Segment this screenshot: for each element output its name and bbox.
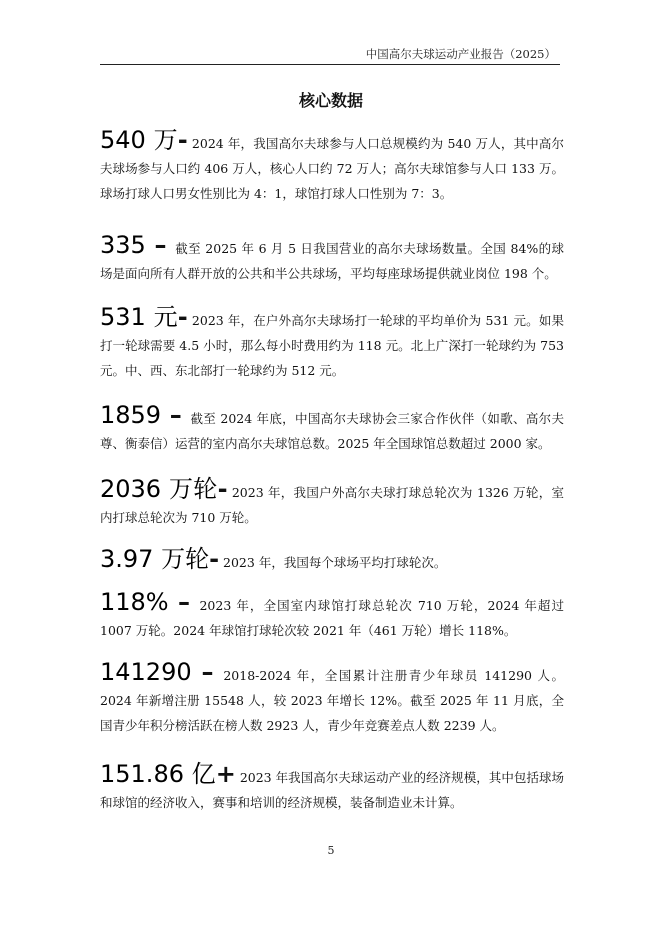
item-number: 151.86 亿 [100,760,216,788]
item-text: 2023 年我国高尔夫球运动产业的经济规模，其中包括球场和球馆的经济收入，赛事和培训的经济规模，装备制造业未计算。 [100,770,564,810]
data-item-courses [100,233,564,286]
page-number: 5 [327,844,335,857]
item-number: 540 万 [100,126,178,154]
item-number: 531 元 [100,303,178,331]
item-separator: + [215,760,236,788]
item-number: 1859 [100,401,162,429]
page-title: 核心数据 [298,91,363,110]
item-number: 3.97 万轮 [100,545,210,573]
item-separator: - [217,475,228,503]
item-text: 2018-2024 年，全国累计注册青少年球员 141290 人。2024 年新增注册 15548 人，较 2023 年增长 12%。截至 2025 年 11 月底，全国青少年积分榜活跃在榜人数 2923 人，青少年竞赛差点人数 2239 人。 [100,668,564,733]
data-item-price [100,305,564,383]
running-header [100,44,560,65]
data-item-indoor-venues [100,403,564,456]
item-text: 2023 年，我国每个球场平均打球轮次。 [223,555,447,570]
data-item-participants [100,128,564,206]
data-item-junior-players [100,660,564,738]
item-number: 118% [100,588,169,616]
item-separator: – [168,588,200,616]
data-item-total-rounds [100,477,564,530]
item-text: 2023 年，全国室内球馆打球总轮次 710 万轮，2024 年超过 1007 万轮。2024 年球馆打球轮次较 2021 年（461 万轮）增长 118%。 [100,598,564,638]
item-separator: – [145,231,176,259]
item-number: 335 [100,231,146,259]
item-text: 截至 2025 年 6 月 5 日我国营业的高尔夫球场数量。全国 84%的球场是面向所有人群开放的公共和半公共球场，平均每座球场提供就业岗位 198 个。 [100,241,564,281]
data-item-avg-rounds [100,547,564,575]
item-number: 141290 [100,658,192,686]
item-text: 2024 年，我国高尔夫球参与人口总规模约为 540 万人，其中高尔夫球场参与人口约 406 万人，核心人口约 72 万人；高尔夫球馆参与人口 133 万。球场打球人口男女性别比为 4：1，球馆打球人口性别为 7：3。 [100,136,565,201]
item-number: 2036 万轮 [100,475,218,503]
item-text: 2023 年，我国户外高尔夫球打球总轮次为 1326 万轮，室内打球总轮次为 710 万轮。 [100,485,564,525]
item-separator: - [177,126,188,154]
item-text: 截至 2024 年底，中国高尔夫球协会三家合作伙伴（如歌、高尔夫尊、衡泰信）运营的室内高尔夫球馆总数。2025 年全国球馆总数超过 2000 家。 [100,411,564,451]
item-text: 2023 年，在户外高尔夫球场打一轮球的平均单价为 531 元。如果打一轮球需要 4.5 小时，那么每小时费用约为 118 元。北上广深打一轮球约为 753 元。中、西、东北部打一轮球约为 512 元。 [100,313,565,378]
data-item-economic-scale [100,762,564,815]
item-separator: - [209,545,220,573]
item-separator: - [177,303,188,331]
data-item-growth [100,590,564,643]
item-separator: – [191,658,224,686]
item-separator: – [161,401,191,429]
header-title: 中国高尔夫球运动产业报告（2025） [365,47,556,61]
